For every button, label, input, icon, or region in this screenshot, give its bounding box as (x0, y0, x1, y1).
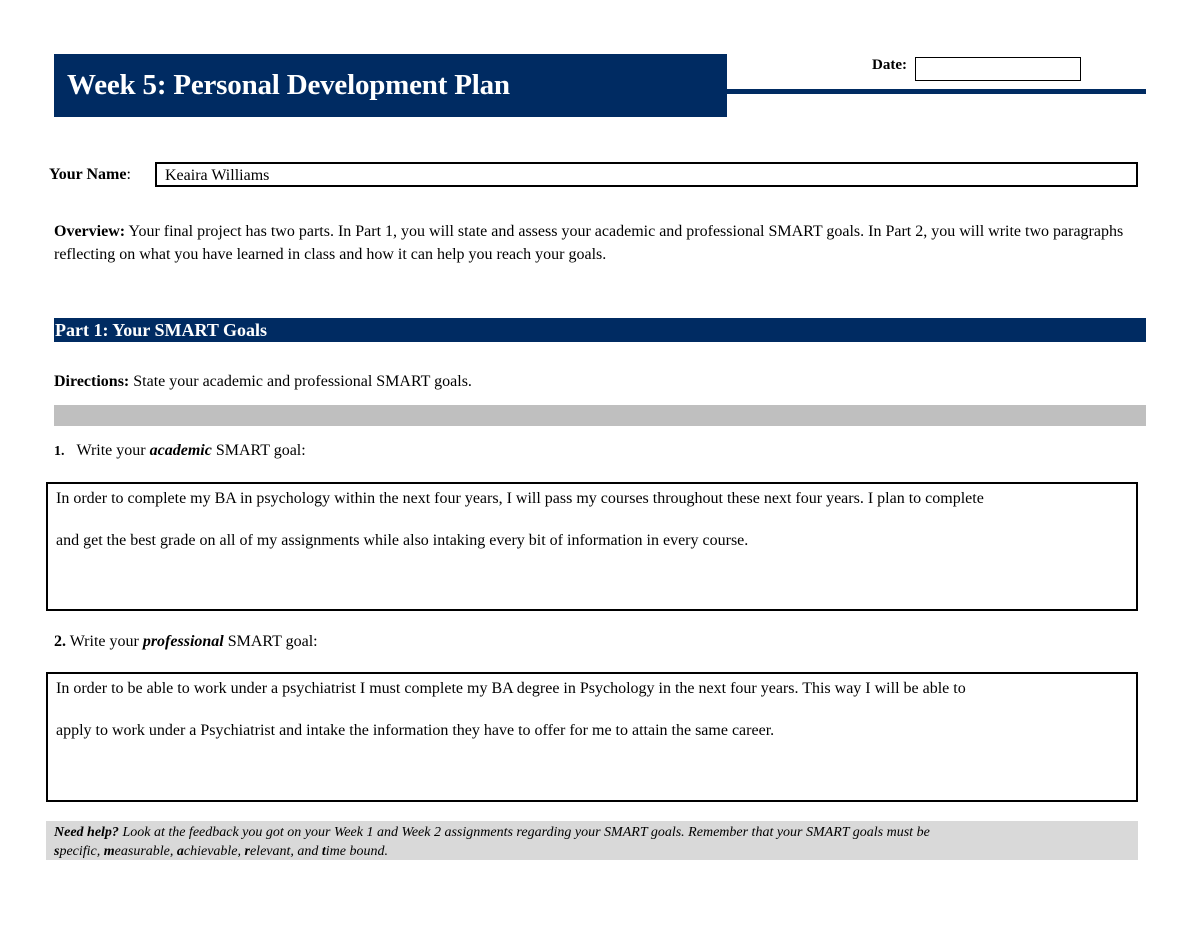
help-t-rest: ime bound. (325, 844, 388, 859)
q2-number: 2. (54, 633, 66, 650)
directions-label: Directions: (54, 373, 130, 390)
help-note (46, 821, 1138, 860)
date-field[interactable] (915, 57, 1081, 81)
q2-suffix: SMART goal: (223, 633, 318, 650)
name-label-colon: : (126, 166, 131, 183)
academic-answer-line-1: In order to complete my BA in psychology within the next four years, I will pass my courses throughout these next four years. I plan to complete (56, 490, 984, 507)
help-r-initial: r (244, 844, 250, 859)
q1-suffix: SMART goal: (211, 442, 306, 459)
help-m-rest: easurable, (114, 844, 177, 859)
academic-goal-answer[interactable] (46, 482, 1138, 611)
help-a-rest: chievable, (183, 844, 245, 859)
q1-number: 1. (54, 444, 65, 459)
help-s-initial: s (54, 844, 60, 859)
q2-prefix: Write your (66, 633, 143, 650)
academic-goal-prompt (54, 442, 306, 460)
overview-label: Overview: (54, 223, 126, 240)
title-banner (54, 54, 727, 117)
professional-answer-line-2: apply to work under a Psychiatrist and intake the information they have to offer for me to attain the same career. (56, 722, 775, 739)
title-rule (727, 89, 1146, 94)
part1-heading-bar (54, 318, 1146, 342)
help-a-initial: a (176, 844, 184, 859)
directions-text: State your academic and professional SMART goals. (129, 373, 472, 390)
help-text: Look at the feedback you got on your Week 1 and Week 2 assignments regarding your SMART goals. Remember that your SMART goals must be (118, 825, 930, 840)
academic-answer-line-2: and get the best grade on all of my assignments while also intaking every bit of information in every course. (56, 532, 749, 549)
directions (54, 373, 472, 391)
part1-heading: Part 1: Your SMART Goals (55, 320, 268, 340)
name-field[interactable]: Keaira Williams (155, 162, 1138, 187)
help-label: Need help? (54, 825, 119, 840)
help-r-rest: elevant, and (249, 844, 322, 859)
name-label-text: Your Name (49, 166, 127, 183)
q1-emphasis: academic (149, 442, 212, 459)
name-label (49, 166, 131, 184)
overview-paragraph (54, 220, 1134, 266)
divider-bar (54, 405, 1146, 426)
q1-prefix: Write your (76, 442, 150, 459)
professional-answer-line-1: In order to be able to work under a psychiatrist I must complete my BA degree in Psychology in the next four years. This way I will be able to (56, 680, 966, 697)
date-label: Date: (872, 57, 907, 73)
q2-emphasis: professional (142, 633, 224, 650)
help-m-initial: m (103, 844, 115, 859)
help-s-rest: pecific, (59, 844, 104, 859)
overview-text: Your final project has two parts. In Part 1, you will state and assess your academic and professional SMART goals. In Part 2, you will write two paragraphs reflecting on what you have learned in class and how it can help you reach your goals. (54, 223, 1124, 263)
professional-goal-answer[interactable] (46, 672, 1138, 802)
help-t-initial: t (321, 844, 326, 859)
page-title: Week 5: Personal Development Plan (67, 69, 510, 101)
professional-goal-prompt (54, 633, 318, 651)
